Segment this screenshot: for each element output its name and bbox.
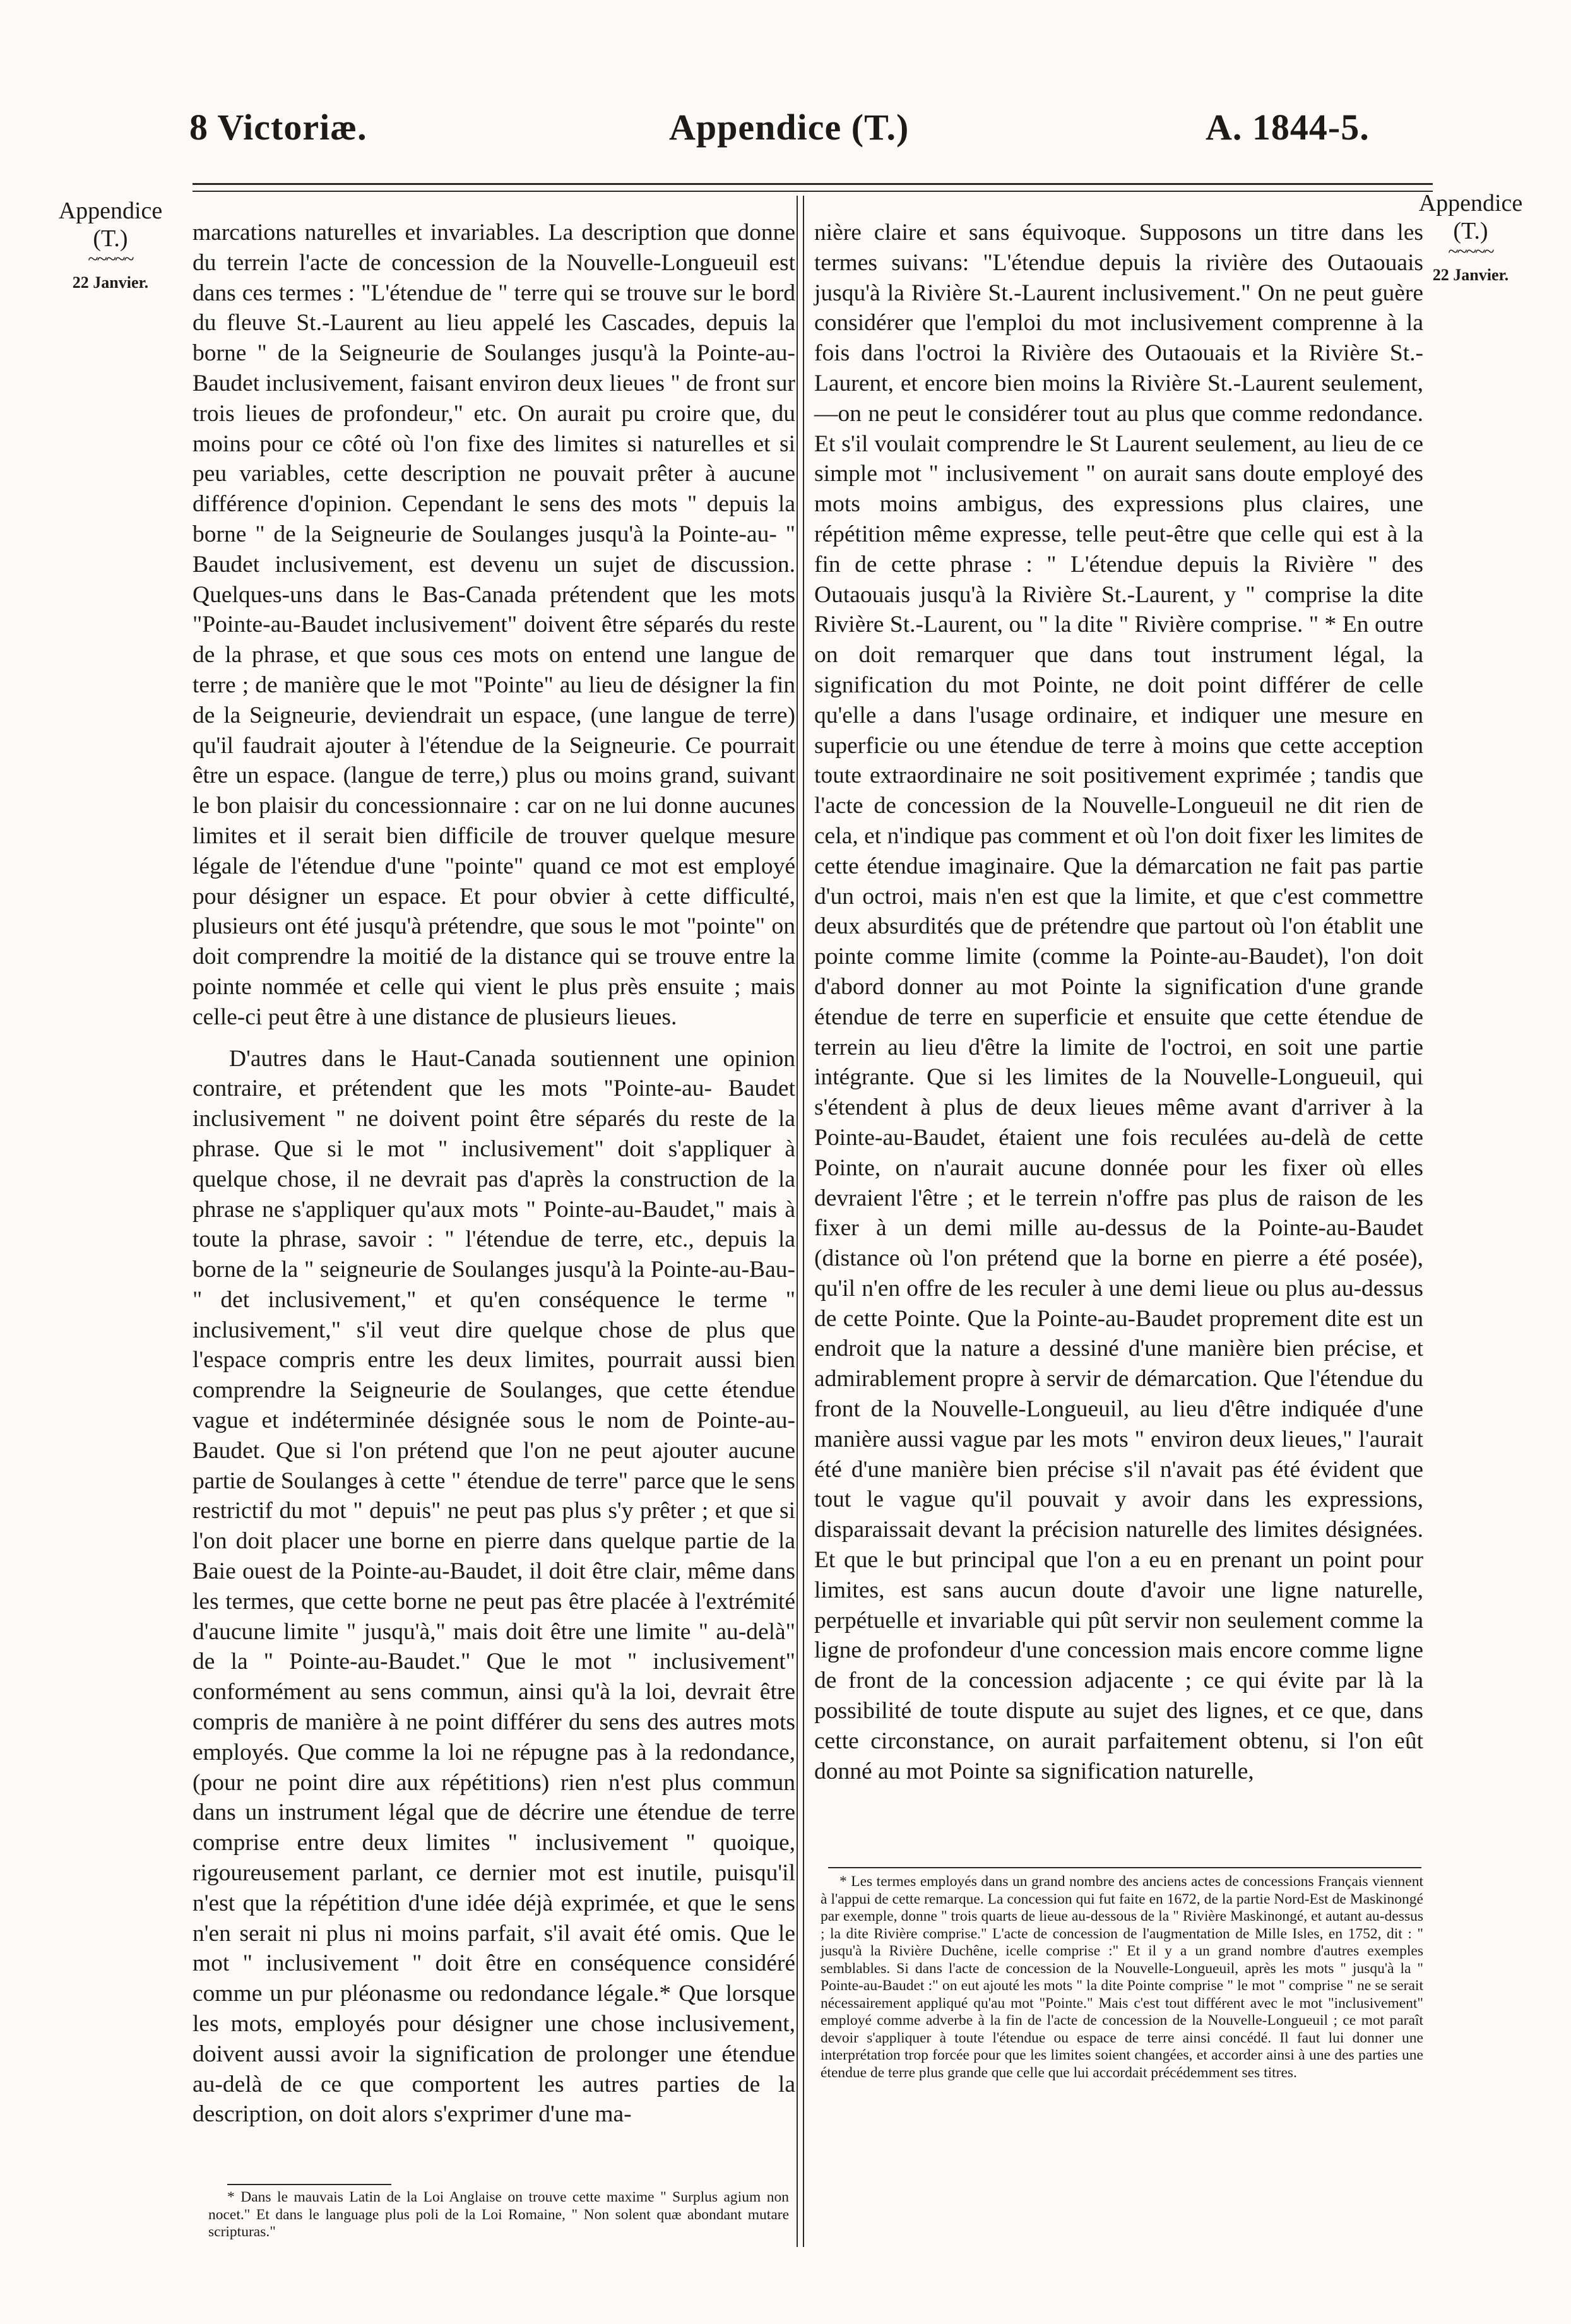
margin-date: 22 Janvier.	[72, 273, 149, 292]
column-divider-second	[803, 196, 804, 2247]
header-title: Appendice (T.)	[669, 107, 910, 148]
header-session: 8 Victoriæ.	[189, 107, 367, 148]
margin-note-left	[54, 197, 167, 297]
footnote-left: * Dans le mauvais Latin de la Loi Anglaise on trouve cette maxime " Surplus agium non nocet." Et dans le language plus poli de la Loi Romaine, " Non solent quæ abondant mutare scripturas."	[208, 2189, 789, 2240]
left-paragraph-1: marcations naturelles et invariables. La description que donne du terrein l'acte de concession de la Nouvelle-Longueuil est dans ces termes : "L'étendue de " terre qui se trouve sur le bord du fleuve St.-Laurent au lieu appelé les Cascades, depuis la borne " de la Seigneurie de Soulanges jusqu'à la Pointe-au- Baudet inclusivement, faisant environ deux lieues " de front sur trois lieues de profondeur," etc. On aurait pu croire que, du moins pour ce côté où l'on fixe des limites si naturelles et si peu variables, cette description ne pouvait prêter à aucune différence d'opinion. Cependant le sens des mots " depuis la borne " de la Seigneurie de Soulanges jusqu'à la Pointe-au- " Baudet inclusivement, est devenu un sujet de discussion. Quelques-uns dans le Bas-Canada prétendent que les mots "Pointe-au-Baudet inclusivement" doivent être séparés du reste de la phrase, et que sous ces mots on entend une langue de terre ; de manière que le mot "Pointe" au lieu de désigner la fin de la Seigneurie, deviendrait un espace, (une langue de terre) qu'il faudrait ajouter à l'étendue de la Seigneurie. Ce pourrait être un espace. (langue de terre,) plus ou moins grand, suivant le bon plaisir du concessionnaire : car on ne lui donne aucunes limites et il serait bien difficile de trouver quelque mesure légale de l'étendue d'une "pointe" quand ce mot est employé pour désigner un espace. Et pour obvier à cette difficulté, plusieurs ont été jusqu'à prétendre, que sous le mot "pointe" on doit comprendre la moitié de la distance qui se trouve entre la pointe nommée et celle qui vient le plus près ensuite ; mais celle-ci peut être à une distance de plusieurs lieues.	[193, 220, 795, 1030]
footnote-rule-right	[828, 1867, 1421, 1868]
header-rule-thin	[193, 191, 1433, 192]
footnote-right: * Les termes employés dans un grand nombre des anciens actes de concessions Français viennent à l'appui de cette remarque. La concession qui fut faite en 1672, de la partie Nord-Est de Maskinongé par exemple, donne " trois quarts de lieue au-dessous de la " Rivière Maskinongé, et autant au-dessus ; la dite Rivière comprise." L'acte de concession de l'augmentation de Mille Isles, en 1752, dit : " jusqu'à la Rivière Duchêne, icelle comprise :" Et il y a un grand nombre d'autres exemples semblables. Si dans l'acte de concession de la Nouvelle-Longueuil, après les mots " jusqu'à la " Pointe-au-Baudet :" on eut ajouté les mots " la dite Pointe comprise " le mot " comprise " ne se serait nécessairement appliqué qu'au mot "Pointe." Mais c'est tout différent avec le mot "inclusivement" employé comme adverbe à la fin de l'acte de concession de la Nouvelle-Longueuil ; ce mot paraît devoir s'appliquer à toute l'étendue ou espace de terre ainsi concédé. Il faut lui donner une interprétation trop forcée pour que les limites soient changées, et accorder ainsi à une des parties une étendue de terre plus grande que celle que lui accordait précédemment ses titres.	[821, 1873, 1423, 2081]
left-column	[193, 218, 795, 2130]
margin-note-right	[1414, 189, 1527, 289]
footnote-rule-left	[227, 2184, 391, 2185]
header-rule	[193, 183, 1433, 185]
margin-sub: (T.)	[1453, 218, 1488, 244]
left-paragraph-2: D'autres dans le Haut-Canada soutiennent une opinion contraire, et prétendent que les mots "Pointe-au- Baudet inclusivement " ne doivent point être séparés du reste de la phrase. Que si le mot " inclusivement" doit s'appliquer à quelque chose, il ne devrait pas d'après la construction de la phrase ne s'appliquer qu'aux mots " Pointe-au-Baudet," mais à toute la phrase, savoir : " l'étendue de terre, etc., depuis la borne de la " seigneurie de Soulanges jusqu'à la Pointe-au-Bau- " det inclusivement," et qu'en conséquence le terme " inclusivement," s'il veut dire quelque chose de plus que l'espace compris entre les deux limites, pourrait aussi bien comprendre la Seigneurie de Soulanges, que cette étendue vague et indéterminée désignée sous le nom de Pointe-au-Baudet. Que si l'on prétend que l'on ne peut ajouter aucune partie de Soulanges à cette " étendue de terre" parce que le sens restrictif du mot " depuis" ne peut pas plus s'y prêter ; et que si l'on doit placer une borne en pierre dans quelque partie de la Baie ouest de la Pointe-au-Baudet, il doit être clair, même dans les termes, que cette borne ne peut pas être placée à l'extrémité d'aucune limite " jusqu'à," mais doit être une limite " au-delà" de la " Pointe-au-Baudet." Que le mot " inclusivement" conformément au sens commun, ainsi qu'à la loi, devrait être compris de manière à ne point différer du sens des autres mots employés. Que comme la loi ne répugne pas à la redondance, (pour ne point dire aux répétitions) rien n'est plus commun dans un instrument légal que de décrire une étendue de terre comprise entre deux limites " inclusivement " quoique, rigoureusement parlant, ce dernier mot est inutile, puisqu'il n'est que la répétition d'une idée déjà exprimée, et que le sens n'en serait ni plus ni moins parfait, s'il avait été omis. Que le mot " inclusivement " doit être en conséquence considéré comme un pur pléonasme ou redondance légale.* Que lorsque les mots, employés pour désigner une chose inclusivement, doivent aussi avoir la signification de prolonger une étendue au-delà de ce que comportent les autres parties de la description, on doit alors s'exprimer d'une ma-	[193, 1045, 795, 2128]
margin-brace: ~~~~~	[88, 249, 133, 270]
margin-label: Appendice	[1418, 190, 1523, 216]
right-column	[814, 218, 1423, 1786]
margin-sub: (T.)	[93, 225, 128, 252]
right-paragraph-1: nière claire et sans équivoque. Supposons un titre dans les termes suivans: "L'étendue depuis la rivière des Outaouais jusqu'à la Rivière St.-Laurent inclusivement." On ne peut guère considérer que l'emploi du mot inclusivement comprenne à la fois dans l'octroi la Rivière des Outaouais et la Rivière St.-Laurent, et encore bien moins la Rivière St.-Laurent seulement,—on ne peut le considérer tout au plus que comme redondance. Et s'il voulait comprendre le St Laurent seulement, au lieu de ce simple mot " inclusivement " on aurait sans doute employé des mots moins ambigus, des expressions plus claires, une répétition même expresse, telle peut-être que celle qui est à la fin de cette phrase : " L'étendue depuis la Rivière " des Outaouais jusqu'à la Rivière St.-Laurent, y " comprise la dite Rivière St.-Laurent, ou " la dite " Rivière comprise. " * En outre on doit remarquer que dans tout instrument légal, la signification du mot Pointe, ne doit point différer de celle qu'elle a dans l'usage ordinaire, et indiquer une mesure en superficie ou une étendue de terre à moins que cette acception toute extraordinaire ne soit positivement exprimée ; tandis que l'acte de concession de la Nouvelle-Longueuil ne dit rien de cela, et n'indique pas comment et où l'on doit fixer les limites de cette étendue imaginaire. Que la démarcation ne fait pas partie d'un octroi, mais n'en est que la limite, et que c'est commettre deux absurdités que de prétendre que partout où l'on établit une pointe comme limite (comme la Pointe-au-Baudet), l'on doit d'abord donner au mot Pointe la signification d'une grande étendue de terre en superficie et ensuite que cette étendue de terrein au lieu d'être la limite de l'octroi, en soit une partie intégrante. Que si les limites de la Nouvelle-Longueuil, qui s'étendent à plus de deux lieues même avant d'arriver à la Pointe-au-Baudet, étaient une fois reculées au-delà de cette Pointe, on n'aurait aucune donnée pour les fixer où elles devraient l'être ; et le terrein n'offre pas plus de raison de les fixer à un demi mille au-dessus de la Pointe-au-Baudet (distance où l'on prétend que la borne en pierre a été posée), qu'il n'en offre de les reculer à une demi lieue ou plus au-dessus de cette Pointe. Que la Pointe-au-Baudet proprement dite est un endroit que la nature a dessiné d'une manière bien précise, et admirablement propre à servir de démarcation. Que l'étendue du front de la Nouvelle-Longueuil, au lieu d'être indiquée d'une manière aussi vague par les mots " environ deux lieues," l'aurait été d'une manière bien précise s'il n'avait pas été évident que tout le vague qu'il pouvait y avoir dans les expressions, disparaissait devant la précision naturelle des limites désignées. Et que le but principal que l'on a eu en prenant un point pour limites, est sans aucun doute d'avoir une ligne naturelle, perpétuelle et invariable qui pût servir non seulement comme la ligne de profondeur d'une concession mais encore comme ligne de front de la concession adjacente ; ce qui évite par là la possibilité de toute dispute au sujet des lignes, et ce que, dans cette circonstance, on aurait parfaitement obtenu, si l'on eût donné au mot Pointe sa signification naturelle,	[814, 220, 1423, 1784]
column-divider	[797, 196, 798, 2247]
header-year: A. 1844-5.	[1206, 107, 1370, 148]
margin-brace: ~~~~~	[1448, 241, 1493, 262]
margin-label: Appendice	[58, 198, 163, 224]
margin-date: 22 Janvier.	[1432, 266, 1509, 284]
